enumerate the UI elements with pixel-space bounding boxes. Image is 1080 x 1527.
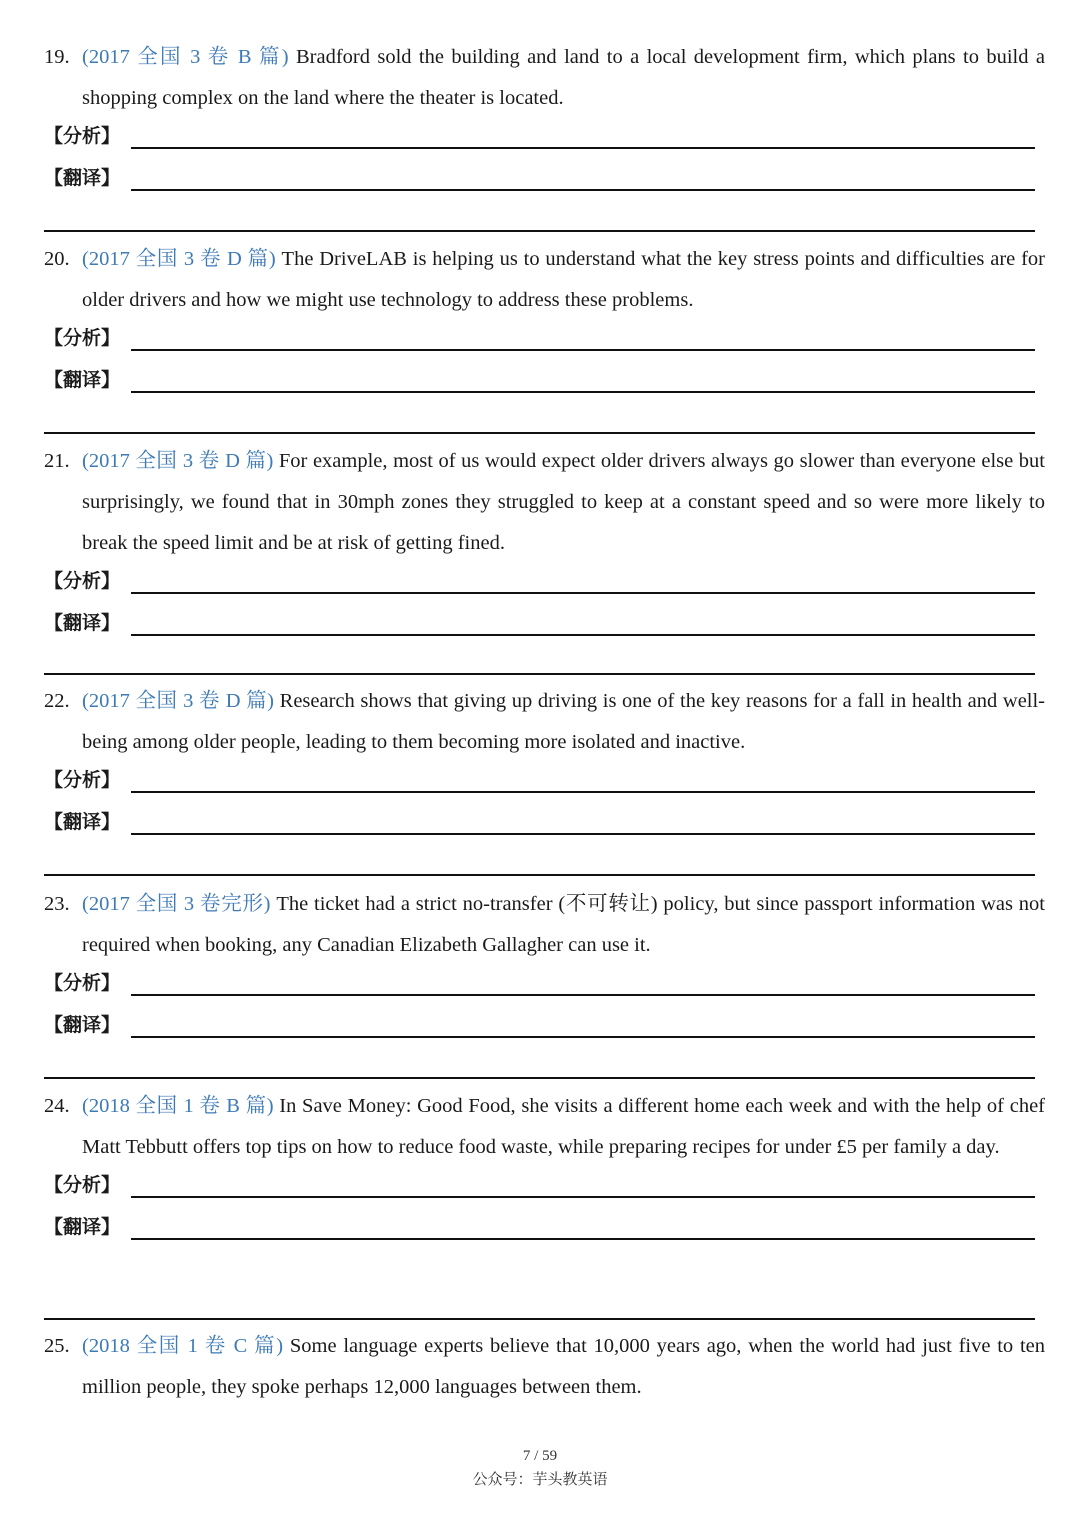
translation-answer-line[interactable]: [131, 391, 1035, 393]
translation-row: [44, 1008, 1045, 1050]
question-text-block: [44, 1326, 1045, 1408]
question-20: [44, 239, 1045, 405]
translation-extra-line[interactable]: [44, 1077, 1035, 1079]
question-text-block: [44, 681, 1045, 763]
analysis-label: 【分析】: [44, 769, 121, 791]
question-source: (2017 全国 3 卷 D 篇): [82, 690, 274, 712]
translation-row: [44, 363, 1045, 405]
question-text-block: [44, 239, 1045, 321]
translation-row: [44, 606, 1045, 648]
question-22: [44, 681, 1045, 847]
translation-answer-line[interactable]: [131, 1036, 1035, 1038]
analysis-row: [44, 1168, 1045, 1210]
analysis-answer-line[interactable]: [131, 791, 1035, 793]
question-number: 19.: [44, 46, 70, 68]
question-19: [44, 37, 1045, 203]
question-source: (2017 全国 3 卷完形): [82, 893, 271, 915]
analysis-answer-line[interactable]: [131, 994, 1035, 996]
wechat-account-footer: 公众号：芋头教英语: [472, 1470, 608, 1488]
question-text-block: [44, 884, 1045, 966]
question-number: 24.: [44, 1095, 70, 1117]
translation-label: 【翻译】: [44, 167, 121, 189]
translation-answer-line[interactable]: [131, 1238, 1035, 1240]
analysis-row: [44, 119, 1045, 161]
analysis-row: [44, 321, 1045, 363]
question-24: [44, 1086, 1045, 1252]
question-source: (2018 全国 1 卷 B 篇): [82, 1095, 274, 1117]
translation-row: [44, 1210, 1045, 1252]
question-sentence: Some language experts believe that 10,000 years ago, when the world had just five to ten million people, they spoke perhaps 12,000 languages between them.: [82, 1335, 1045, 1398]
question-number: 25.: [44, 1335, 70, 1357]
translation-extra-line[interactable]: [44, 673, 1035, 675]
question-text-block: [44, 441, 1045, 564]
question-sentence: Research shows that giving up driving is one of the key reasons for a fall in health and well-being among older people, leading to them becoming more isolated and inactive.: [82, 690, 1046, 753]
question-sentence: In Save Money: Good Food, she visits a different home each week and with the help of chef Matt Tebbutt offers top tips on how to reduce food waste, while preparing recipes for under £5 per family a day.: [82, 1095, 1045, 1158]
translation-extra-line[interactable]: [44, 230, 1035, 232]
analysis-label: 【分析】: [44, 327, 121, 349]
page-number: 7 / 59: [522, 1448, 558, 1464]
question-source: (2017 全国 3 卷 D 篇): [82, 248, 276, 270]
translation-label: 【翻译】: [44, 1014, 121, 1036]
question-sentence: The ticket had a strict no-transfer (不可转让) policy, but since passport information was not required when booking, any Canadian Elizabeth Gallagher can use it.: [82, 893, 1045, 956]
translation-row: [44, 161, 1045, 203]
analysis-answer-line[interactable]: [131, 349, 1035, 351]
question-text-block: [44, 1086, 1045, 1168]
analysis-answer-line[interactable]: [131, 592, 1035, 594]
question-text-block: [44, 37, 1045, 119]
translation-label: 【翻译】: [44, 612, 121, 634]
question-sentence: For example, most of us would expect older drivers always go slower than everyone else but surprisingly, we found that in 30mph zones they struggled to keep at a constant speed and so were more likely to break the speed limit and be at risk of getting fined.: [82, 450, 1045, 554]
question-23: [44, 884, 1045, 1050]
question-number: 21.: [44, 450, 70, 472]
question-number: 22.: [44, 690, 70, 712]
translation-extra-line[interactable]: [44, 1318, 1035, 1320]
analysis-label: 【分析】: [44, 972, 121, 994]
question-sentence: The DriveLAB is helping us to understand what the key stress points and difficulties are for older drivers and how we might use technology to address these problems.: [82, 248, 1045, 311]
analysis-row: [44, 966, 1045, 1008]
translation-extra-line[interactable]: [44, 874, 1035, 876]
question-sentence: Bradford sold the building and land to a local development firm, which plans to build a shopping complex on the land where the theater is located.: [82, 46, 1045, 109]
translation-row: [44, 805, 1045, 847]
question-source: (2017 全国 3 卷 D 篇): [82, 450, 274, 472]
analysis-label: 【分析】: [44, 125, 121, 147]
translation-answer-line[interactable]: [131, 833, 1035, 835]
analysis-label: 【分析】: [44, 1174, 121, 1196]
analysis-answer-line[interactable]: [131, 1196, 1035, 1198]
question-source: (2018 全国 1 卷 C 篇): [82, 1335, 284, 1357]
question-source: (2017 全国 3 卷 B 篇): [82, 46, 289, 68]
question-number: 20.: [44, 248, 70, 270]
question-number: 23.: [44, 893, 70, 915]
question-25: [44, 1326, 1045, 1408]
translation-label: 【翻译】: [44, 811, 121, 833]
translation-label: 【翻译】: [44, 1216, 121, 1238]
translation-label: 【翻译】: [44, 369, 121, 391]
translation-extra-line[interactable]: [44, 432, 1035, 434]
question-21: [44, 441, 1045, 648]
analysis-row: [44, 564, 1045, 606]
analysis-row: [44, 763, 1045, 805]
translation-answer-line[interactable]: [131, 189, 1035, 191]
translation-answer-line[interactable]: [131, 634, 1035, 636]
analysis-label: 【分析】: [44, 570, 121, 592]
analysis-answer-line[interactable]: [131, 147, 1035, 149]
